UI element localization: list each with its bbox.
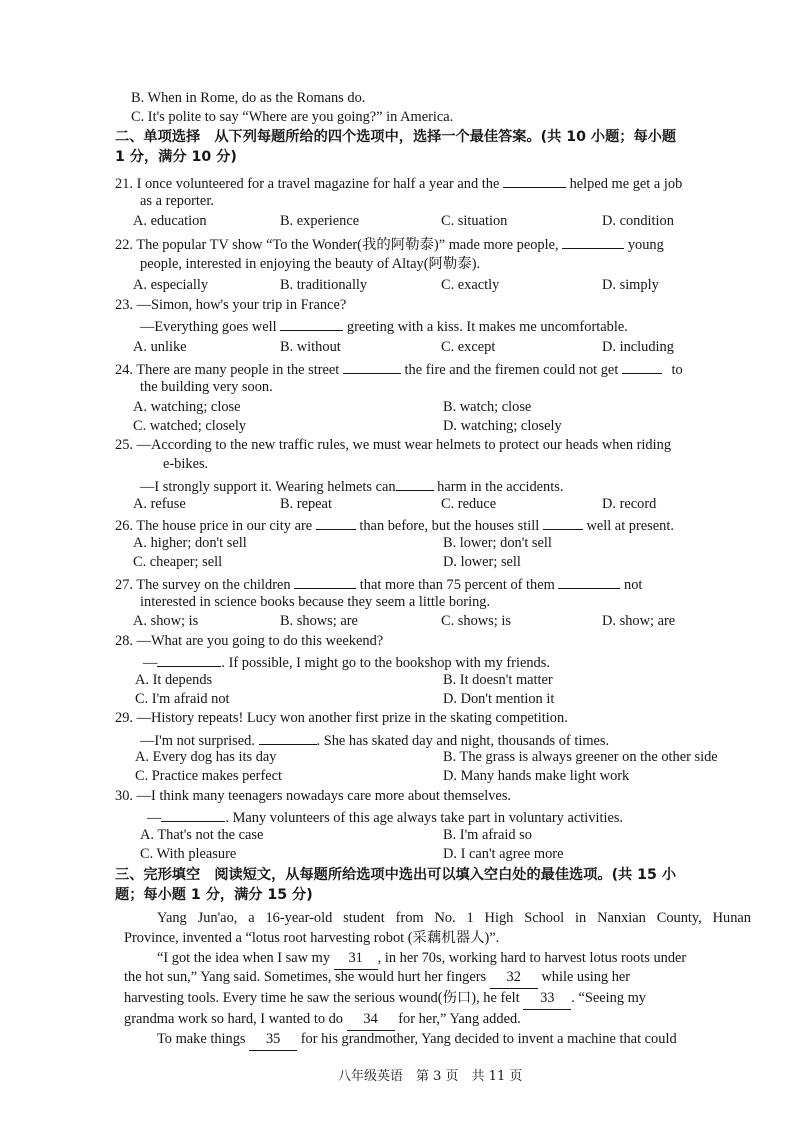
option-c: C. reduce [441,496,497,512]
option-a: A. Every dog has its day [135,749,277,765]
question-24-stem: 24. There are many people in the street the fire and the firemen could not get to [115,358,683,381]
question-23-stem: 23. —Simon, how's your trip in France? [115,297,347,313]
option-d: D. lower; sell [443,554,521,570]
option-d: D. watching; closely [443,418,562,434]
question-26-stem: 26. The house price in our city are than before, but the houses still well at present. [115,514,674,537]
option-a: A. That's not the case [140,827,264,843]
prev-option-c: C. It's polite to say “Where are you going?” in America. [131,109,454,125]
option-d: D. Many hands make light work [443,768,630,784]
cloze-blank-35[interactable]: 35 [249,1030,297,1051]
question-30-stem: 30. —I think many teenagers nowadays care more about themselves. [115,788,512,804]
option-c: C. I'm afraid not [135,691,230,707]
option-c: C. situation [441,213,508,229]
passage-line: Province, invented a “lotus root harvesting robot (采藕机器人)”. [124,930,500,946]
option-b: B. It doesn't matter [443,672,553,688]
answer-blank[interactable] [259,729,317,745]
option-d: D. show; are [602,613,676,629]
option-b: B. without [280,339,341,355]
passage-line: To make things 35 for his grandmother, Yang decided to invent a machine that could [157,1030,677,1051]
option-d: D. I can't agree more [443,846,564,862]
answer-blank[interactable] [503,172,566,188]
passage-line: grandma work so hard, I wanted to do 34 for her,” Yang added. [124,1010,521,1031]
option-a: A. show; is [133,613,199,629]
cloze-blank-34[interactable]: 34 [347,1010,395,1031]
answer-blank[interactable] [280,315,343,331]
answer-blank[interactable] [396,475,434,491]
option-b: B. watch; close [443,399,532,415]
answer-blank[interactable] [157,651,221,667]
section3-heading-line2: 题；每小题 1 分，满分 15 分) [115,887,313,903]
option-d: D. simply [602,277,659,293]
question-25-stem: 25. —According to the new traffic rules, we must wear helmets to protect our heads when riding [115,437,672,453]
option-a: A. refuse [133,496,186,512]
question-30-reply: — . Many volunteers of this age always take part in voluntary activities. [147,806,623,829]
option-b: B. lower; don't sell [443,535,552,551]
question-25-reply: —I strongly support it. Wearing helmets can harm in the accidents. [140,475,563,498]
option-c: C. cheaper; sell [133,554,223,570]
option-a: A. It depends [135,672,213,688]
question-21-stem-line2: as a reporter. [140,193,214,209]
answer-blank[interactable] [294,573,356,589]
answer-blank[interactable] [316,514,356,530]
section3-heading-line1: 三、完形填空 阅读短文，从每题所给选项中选出可以填入空白处的最佳选项。(共 15 小 [115,867,677,883]
passage-line: the hot sun,” Yang said. Sometimes, she would hurt her fingers 32 while using her [124,968,630,989]
option-c: C. exactly [441,277,500,293]
option-b: B. shows; are [280,613,358,629]
option-d: D. condition [602,213,674,229]
question-23-reply: —Everything goes well greeting with a kiss. It makes me uncomfortable. [140,315,628,338]
option-c: C. shows; is [441,613,511,629]
option-c: C. Practice makes perfect [135,768,283,784]
option-c: C. except [441,339,496,355]
option-b: B. I'm afraid so [443,827,532,843]
prev-option-b: B. When in Rome, do as the Romans do. [131,90,366,106]
cloze-blank-31[interactable]: 31 [334,949,378,970]
option-d: D. record [602,496,657,512]
passage-line: harvesting tools. Every time he saw the serious wound(伤口), he felt 33 . “Seeing my [124,989,646,1010]
option-b: B. traditionally [280,277,368,293]
cloze-blank-33[interactable]: 33 [523,989,571,1010]
question-24-stem-line2: the building very soon. [140,379,273,395]
question-21-stem: 21. I once volunteered for a travel magazine for half a year and the helped me get a job [115,172,682,195]
option-a: A. education [133,213,207,229]
question-22-stem-line2: people, interested in enjoying the beauty of Altay(阿勒泰). [140,256,481,272]
passage-line: “I got the idea when I saw my 31 , in her 70s, working hard to harvest lotus roots under [157,949,686,970]
page-footer: 八年级英语 第 3 页 共 11 页 [338,1069,523,1084]
option-c: C. With pleasure [140,846,237,862]
option-b: B. repeat [280,496,332,512]
question-29-reply: —I'm not surprised. . She has skated day and night, thousands of times. [140,729,609,752]
option-b: B. experience [280,213,360,229]
option-b: B. The grass is always greener on the other side [443,749,718,765]
option-a: A. watching; close [133,399,241,415]
question-28-stem: 28. —What are you going to do this weekend? [115,633,384,649]
cloze-blank-32[interactable]: 32 [490,968,538,989]
section2-heading-line2: 1 分，满分 10 分) [115,149,237,165]
question-22-stem: 22. The popular TV show “To the Wonder(我的阿勒泰)” made more people, young [115,233,664,256]
answer-blank[interactable] [543,514,583,530]
question-27-stem: 27. The survey on the children that more than 75 percent of them not [115,573,642,596]
answer-blank[interactable] [161,806,225,822]
option-c: C. watched; closely [133,418,247,434]
option-d: D. including [602,339,674,355]
option-a: A. especially [133,277,209,293]
section2-heading-line1: 二、单项选择 从下列每题所给的四个选项中，选择一个最佳答案。(共 10 小题；每小题 [115,129,677,145]
question-25-stem-line2: e-bikes. [163,456,209,472]
passage-line: Yang Jun'ao, a 16-year-old student from No. 1 High School in Nanxian County, Hunan [157,910,751,926]
answer-blank[interactable] [343,358,401,374]
option-d: D. Don't mention it [443,691,555,707]
answer-blank[interactable] [558,573,620,589]
answer-blank[interactable] [622,358,662,374]
question-27-stem-line2: interested in science books because they seem a little boring. [140,594,491,610]
question-29-stem: 29. —History repeats! Lucy won another first prize in the skating competition. [115,710,568,726]
answer-blank[interactable] [562,233,624,249]
question-28-reply: — . If possible, I might go to the bookshop with my friends. [143,651,550,674]
option-a: A. higher; don't sell [133,535,247,551]
option-a: A. unlike [133,339,187,355]
